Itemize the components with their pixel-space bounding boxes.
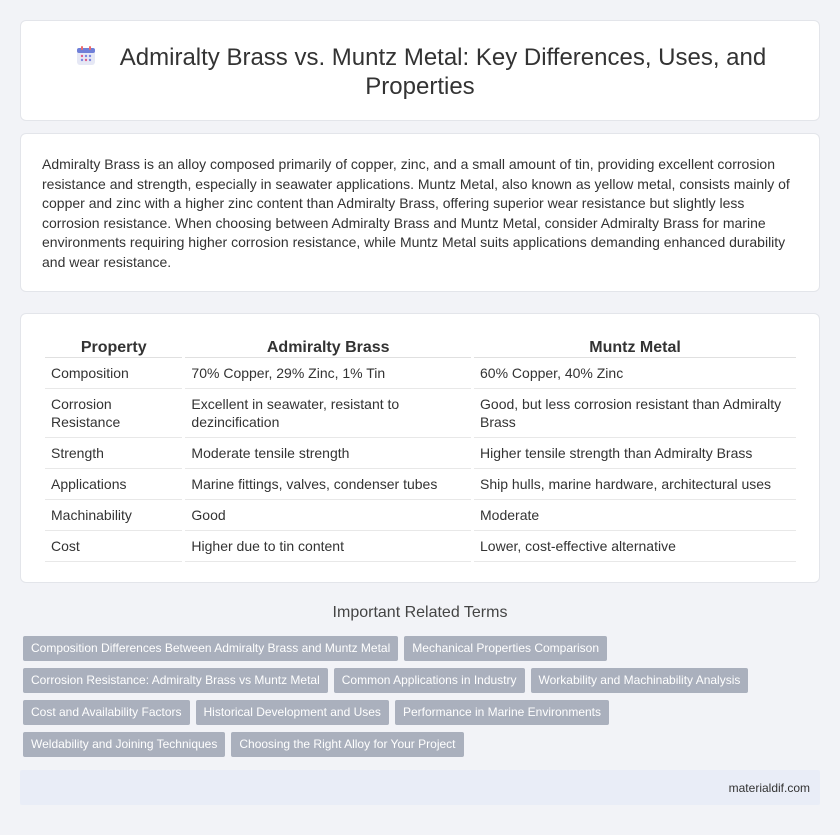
related-terms-tags [23,636,813,764]
header-admiralty-brass: Admiralty Brass [185,334,471,358]
header-card [20,20,820,121]
related-term-tag[interactable]: Weldability and Joining Techniques [23,732,225,757]
page-title [61,43,779,101]
cell-admiralty: Moderate tensile strength [185,438,471,469]
cell-property: Applications [45,469,182,500]
cell-admiralty: Excellent in seawater, resistant to dezincification [185,389,471,438]
comparison-table [42,334,799,562]
cell-property: Cost [45,531,182,562]
cell-muntz: 60% Copper, 40% Zinc [474,358,796,389]
footer-site-link[interactable]: materialdif.com [728,781,810,795]
related-term-tag[interactable]: Choosing the Right Alloy for Your Project [231,732,463,757]
related-term-tag[interactable]: Corrosion Resistance: Admiralty Brass vs Muntz Metal [23,668,328,693]
cell-property: Composition [45,358,182,389]
cell-muntz: Ship hulls, marine hardware, architectural uses [474,469,796,500]
cell-property: Strength [45,438,182,469]
title-wrap [21,43,819,101]
related-term-tag[interactable]: Mechanical Properties Comparison [404,636,607,661]
related-term-tag[interactable]: Common Applications in Industry [334,668,525,693]
table-header-row [45,334,796,358]
cell-admiralty: Higher due to tin content [185,531,471,562]
related-terms-title: Important Related Terms [332,604,508,621]
title-text: Admiralty Brass vs. Muntz Metal: Key Differences, Uses, and Properties [119,44,767,100]
tag-row [23,668,813,700]
table-row [45,531,796,562]
cell-property: Corrosion Resistance [45,389,182,438]
table-row [45,358,796,389]
footer [20,770,820,805]
intro-card [20,133,820,292]
header-muntz-metal: Muntz Metal [474,334,796,358]
cell-admiralty: Good [185,500,471,531]
comparison-card [20,313,820,583]
related-term-tag[interactable]: Historical Development and Uses [196,700,389,725]
calendar-icon [74,44,98,68]
intro-paragraph: Admiralty Brass is an alloy composed primarily of copper, zinc, and a small amount of tin, providing excellent corrosion resistance and strength, especially in seawater applications. Muntz Metal, also known as yellow metal, consists mainly of copper and zinc with a higher zinc content than Admiralty Brass, offering superior wear resistance but slightly less corrosion resistance. When choosing between Admiralty Brass and Muntz Metal, consider Admiralty Brass for marine environments requiring higher corrosion resistance, while Muntz Metal suits applications demanding enhanced durability and wear resistance. [42,156,790,270]
header-property: Property [45,334,182,358]
table-row [45,438,796,469]
cell-muntz: Good, but less corrosion resistant than Admiralty Brass [474,389,796,438]
table-row [45,469,796,500]
cell-muntz: Higher tensile strength than Admiralty Brass [474,438,796,469]
tag-row [23,636,813,668]
tag-row [23,732,813,764]
related-term-tag[interactable]: Workability and Machinability Analysis [531,668,749,693]
cell-property: Machinability [45,500,182,531]
cell-admiralty: Marine fittings, valves, condenser tubes [185,469,471,500]
related-term-tag[interactable]: Composition Differences Between Admiralty Brass and Muntz Metal [23,636,398,661]
cell-admiralty: 70% Copper, 29% Zinc, 1% Tin [185,358,471,389]
cell-muntz: Lower, cost-effective alternative [474,531,796,562]
cell-muntz: Moderate [474,500,796,531]
table-row [45,389,796,438]
related-term-tag[interactable]: Performance in Marine Environments [395,700,609,725]
table-row [45,500,796,531]
related-term-tag[interactable]: Cost and Availability Factors [23,700,190,725]
tag-row [23,700,813,732]
